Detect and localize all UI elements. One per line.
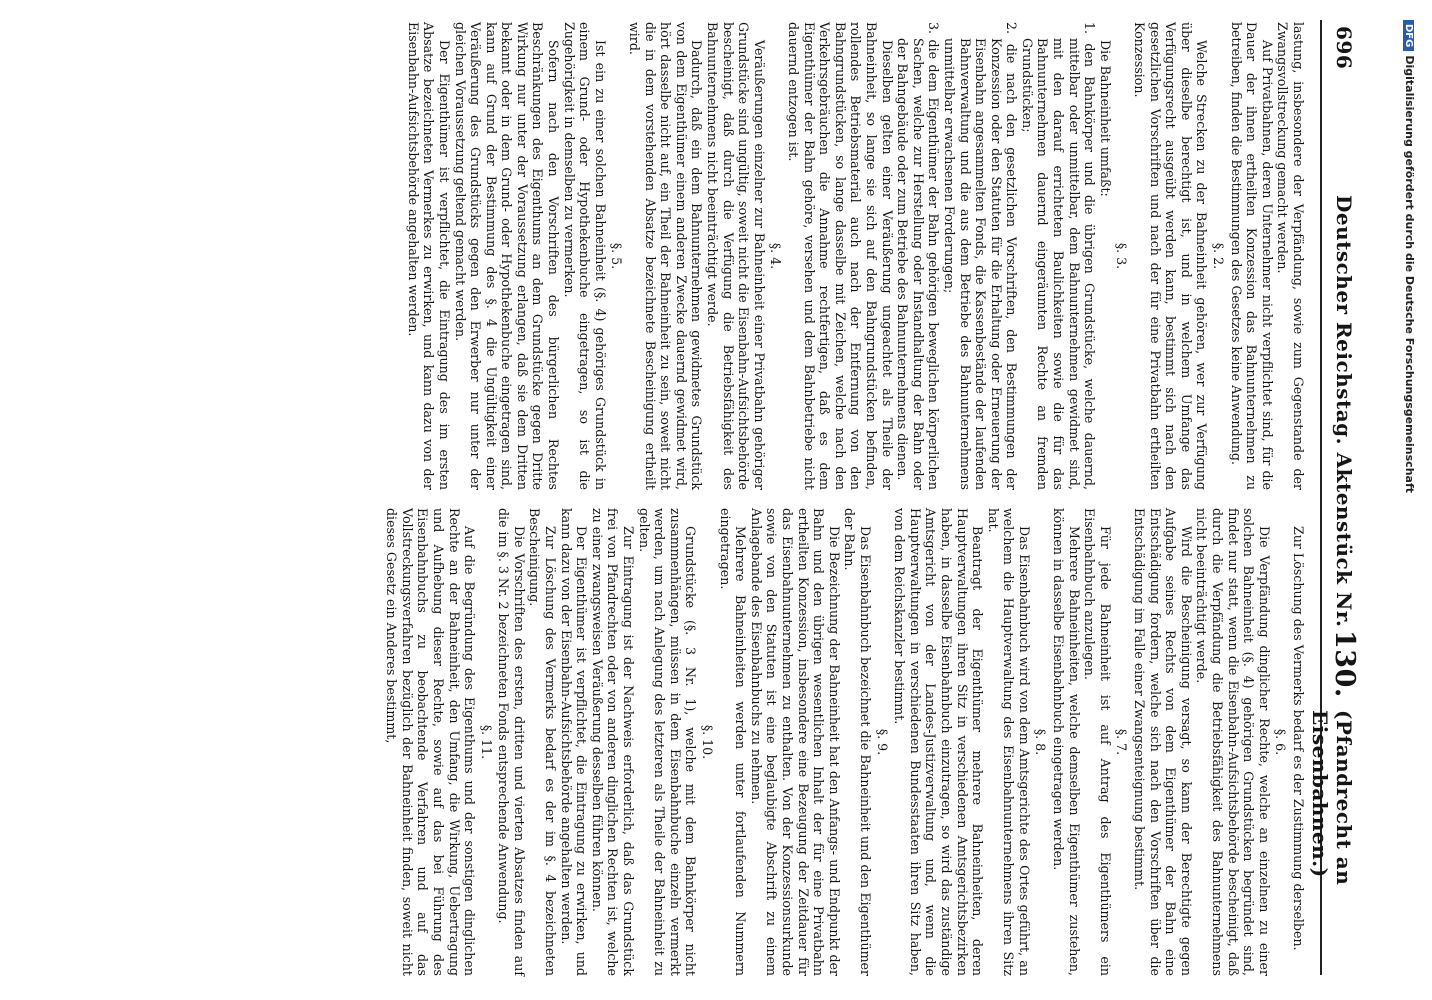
right-column: [384, 508, 1306, 976]
section-heading: §. 9.: [874, 728, 890, 756]
paragraph: Der Eigenthümer ist verpflichtet, die Eintragung des im ersten Absatze bezeichneten Vermerkes zu erwirken, und kann dazu von der Eisenbahn-Aufsichtsbehörde angehalten werden.: [405, 22, 452, 490]
document-number: 130.: [1329, 630, 1360, 698]
page-number: 696: [1332, 26, 1356, 70]
paragraph: Zur Eintragung ist der Nachweis erforderlich, daß das Grundstück frei von Pfandrechten oder von anderen dinglichen Rechten ist, welche zu einer zwangsweisen Veräußerung desselben führen können.: [589, 508, 637, 976]
paragraph: Dadurch, daß ein dem Bahnunternehmen gewidmetes Grundstück von dem Eigenthümer einem anderen Zwecke dauernd gewidmet wird, hört dasselbe nicht auf, ein Theil der Bahneinheit zu sein, soweit nicht die in dem vorstehenden Absatze bezeichnete Bescheinigung ertheilt wird.: [627, 22, 705, 490]
paragraph: Für jede Bahneinheit ist auf Antrag des Eigenthümers ein Eisenbahnbuch anzulegen.: [1082, 508, 1113, 976]
section-heading: §. 5.: [609, 242, 625, 270]
paragraph: Zur Löschung des Vermerks bedarf es der im §. 4 bezeichneten Bescheinigung.: [527, 508, 559, 976]
paragraph: lastung, insbesondere der Verpfändung, sowie zum Gegenstande der Zwangsvollstreckung gemacht werden.: [1275, 22, 1306, 490]
header-subtitle: (Pfandrecht an Eisenbahnen.): [1308, 710, 1356, 886]
section-heading: §. 8.: [1033, 728, 1049, 756]
list-item: 3. die dem Eigenthümer der Bahn gehörigen beweglichen körperlichen Sachen, welche zur Herstellung oder Instandhaltung der Bahn oder der Bahngebäude oder zum Betriebe des Bahnunternehmens dienen.: [895, 22, 942, 490]
paragraph: Mehrere Bahneinheiten werden unter fortlaufenden Nummern eingetragen.: [717, 508, 749, 976]
section-heading: §. 7.: [1114, 728, 1130, 756]
paragraph: Welche Strecken zu der Bahneinheit gehören, wer zur Verfügung über dieselbe berechtigt ist, und in welchem Umfange das Verfügungsrecht ausgeübt werden kann, bestimmt sich nach den gesetzlichen Vorschriften und nach der für eine Privatbahn ertheilten Konzession.: [1132, 22, 1210, 490]
paragraph: Grundstücke (§. 3 Nr. 1), welche mit dem Bahnkörper nicht zusammenhängen, müssen in dem Eisenbahnbuche einzeln vermerkt werden, um nach Anlegung des letzteren als Theile der Bahneinheit zu gelten.: [636, 508, 699, 976]
digitization-note-text: [1394, 20, 1416, 980]
paragraph: Zur Löschung des Vermerks bedarf es der Zustimmung derselben.: [1291, 526, 1306, 951]
paragraph: Sofern nach den Vorschriften des bürgerlichen Rechtes Beschränkungen des Eigenthums an dem Grundstücke gegen Dritte Wirkung nur unter der Voraussetzung erlangen, daß sie dem Dritten bekannt oder in dem Grund- oder Hypothekenbuche eingetragen sind, kann auf Grund der Bestimmung des §. 4 die Ungültigkeit einer Veräußerung des Grundstücks gegen den Erwerber nur unter der gleichen Voraussetzung geltend gemacht werden.: [452, 22, 562, 490]
digitization-note: [1392, 20, 1422, 980]
paragraph: Die Bezeichnung der Bahneinheit hat den Anfangs- und Endpunkt der Bahn und den übrigen wesentlichen Inhalt der für eine Privatbahn ertheilten Konzession, insbesondere eine Bezeugung der Zeitdauer für das Eisenbahnunternehmen zu enthalten. Von der Konzessionsurkunde sowie von den Statuten ist eine beglaubigte Abschrift zu einem Anlagebande des Eisenbahnbuchs zu nehmen.: [748, 508, 842, 976]
list-item: 1. den Bahnkörper und die übrigen Grundstücke, welche dauernd, mittelbar oder unmittelbar, dem Bahnunternehmen gewidmet sind, mit den darauf errichteten Baulichkeiten sowie die für das Bahnunternehmen dauernd eingeräumten Rechte an fremden Grundstücken;: [1019, 22, 1098, 490]
section-heading: §. 3.: [1114, 242, 1130, 270]
paragraph: Beantragt der Eigenthümer mehrere Bahneinheiten, deren Hauptverwaltungen ihren Sitz in verschiedenen Amtsgerichtsbezirken haben, in dasselbe Eisenbahnbuch einzutragen, so wird das zuständige Amtsgericht von der Landes-Justizverwaltung und, wenn die Hauptverwaltungen in verschiedenen Bundesstaaten ihren Sitz haben, von dem Reichskanzler bestimmt.: [892, 508, 986, 976]
section-heading: §. 2.: [1211, 242, 1227, 270]
paragraph: Das Eisenbahnbuch wird von dem Amtsgerichte des Ortes geführt, an welchem die Hauptverwaltung des Eisenbahnunternehmens ihren Sitz hat.: [985, 508, 1032, 976]
dfg-logo: DFG: [1403, 20, 1414, 51]
paragraph: Die Vorschriften des ersten, dritten und vierten Absatzes finden auf die im §. 3 Nr. 2 bezeichneten Fonds entsprechende Anwendung.: [496, 508, 527, 976]
paragraph: Der Eigenthümer ist verpflichtet, die Eintragung zu erwirken, und kann dazu von der Eisenbahn-Aufsichtsbehörde angehalten werden.: [558, 508, 590, 976]
paragraph: Ist ein zu einer solchen Bahneinheit (§. 4) gehöriges Grundstück in einem Grund- oder Hypothekenbuche eingetragen, so ist die Zugehörigkeit in demselben zu vermerken.: [561, 22, 608, 490]
header-title: Deutscher Reichstag. Aktenstück Nr.: [1332, 195, 1356, 628]
paragraph: Das Eisenbahnbuch bezeichnet die Bahneinheit und den Eigenthümer der Bahn.: [842, 508, 873, 976]
paragraph: Auf Privatbahnen, deren Unternehmer nicht verpflichtet sind, für die Dauer der ihnen ertheilten Konzession das Bahnunternehmen zu betreiben, finden die Bestimmungen des Gesetzes keine Anwendung.: [1228, 22, 1275, 490]
paragraph: Dieselben gelten einer Veräußerung ungeachtet als Theile der Bahneinheit, so lange sie sich auf den Bahngrundstücken befinden, rollendes Betriebsmaterial auch nach der Entfernung von den Bahngrundstücken, so lange dasselbe mit Zeichen, welche nach den Verkehrsgebräuchen die Annahme rechtfertigen, daß es dem Eigenthümer der Bahn gehöre, versehen und dem Bahnbetriebe nicht dauernd entzogen ist.: [786, 22, 895, 490]
section-heading: §. 10.: [700, 724, 716, 760]
section-heading: §. 6.: [1273, 728, 1289, 756]
section-heading: §. 11.: [478, 724, 494, 760]
page-header: [1308, 20, 1362, 975]
left-column: [405, 22, 1306, 490]
paragraph: Die Verpfändung dinglicher Rechte, welche an einzelnen zu einer solchen Bahneinheit (§. 4) gehörigen Grundstücken begründet sind, findet nur statt, wenn die Eisenbahn-Aufsichtsbehörde bescheinigt, daß durch die Verpfändung die Betriebsfähigkeit des Bahnunternehmens nicht beeinträchtigt werde.: [1194, 508, 1272, 976]
section-heading: §. 4.: [768, 242, 784, 270]
paragraph: Mehrere Bahneinheiten, welche demselben Eigenthümer zustehen, können in dasselbe Eisenbahnbuch eingetragen werden.: [1051, 508, 1082, 976]
paragraph: Veräußerungen einzelner zur Bahneinheit einer Privatbahn gehöriger Grundstücke sind ungültig, soweit nicht die Eisenbahn-Aufsichtsbehörde bescheinigt, daß durch die Verfügung die Betriebsfähigkeit des Bahnunternehmens nicht beeinträchtigt werde.: [705, 22, 767, 490]
paragraph: Auf die Begründung des Eigenthums und der sonstigen dinglichen Rechte an der Bahneinheit, den Umfang, die Wirkung, Uebertragung und Aufhebung dieser Rechte, sowie auf das bei Führung des Eisenbahnbuchs zu beobachtende Verfahren und auf das Vollstreckungsverfahren bezüglich der Bahneinheit finden, soweit nicht dieses Gesetz ein Anderes bestimmt,: [384, 508, 478, 976]
paragraph: Wird die Bescheinigung versagt, so kann der Berechtigte gegen Aufgabe seines Rechts von dem Eigenthümer der Bahn eine Entschädigung fordern, welche sich nach den Vorschriften über die Entschädigung im Falle einer Zwangsenteignung bestimmt.: [1132, 508, 1194, 976]
paragraph: Die Bahneinheit umfaßt:: [1097, 40, 1113, 197]
list-item: 2. die nach den gesetzlichen Vorschriften, den Bestimmungen der Konzession oder den Statuten für die Erhaltung oder Erneuerung der Eisenbahn angesammelten Fonds, die Kassenbestände der laufenden Bahnverwaltung und die aus dem Betriebe des Bahnunternehmens unmittelbar erwachsenen Forderungen;: [941, 22, 1020, 490]
digitization-credit: Digitalisierung gefördert durch die Deutsche Forschungsgemeinschaft: [1403, 55, 1416, 494]
